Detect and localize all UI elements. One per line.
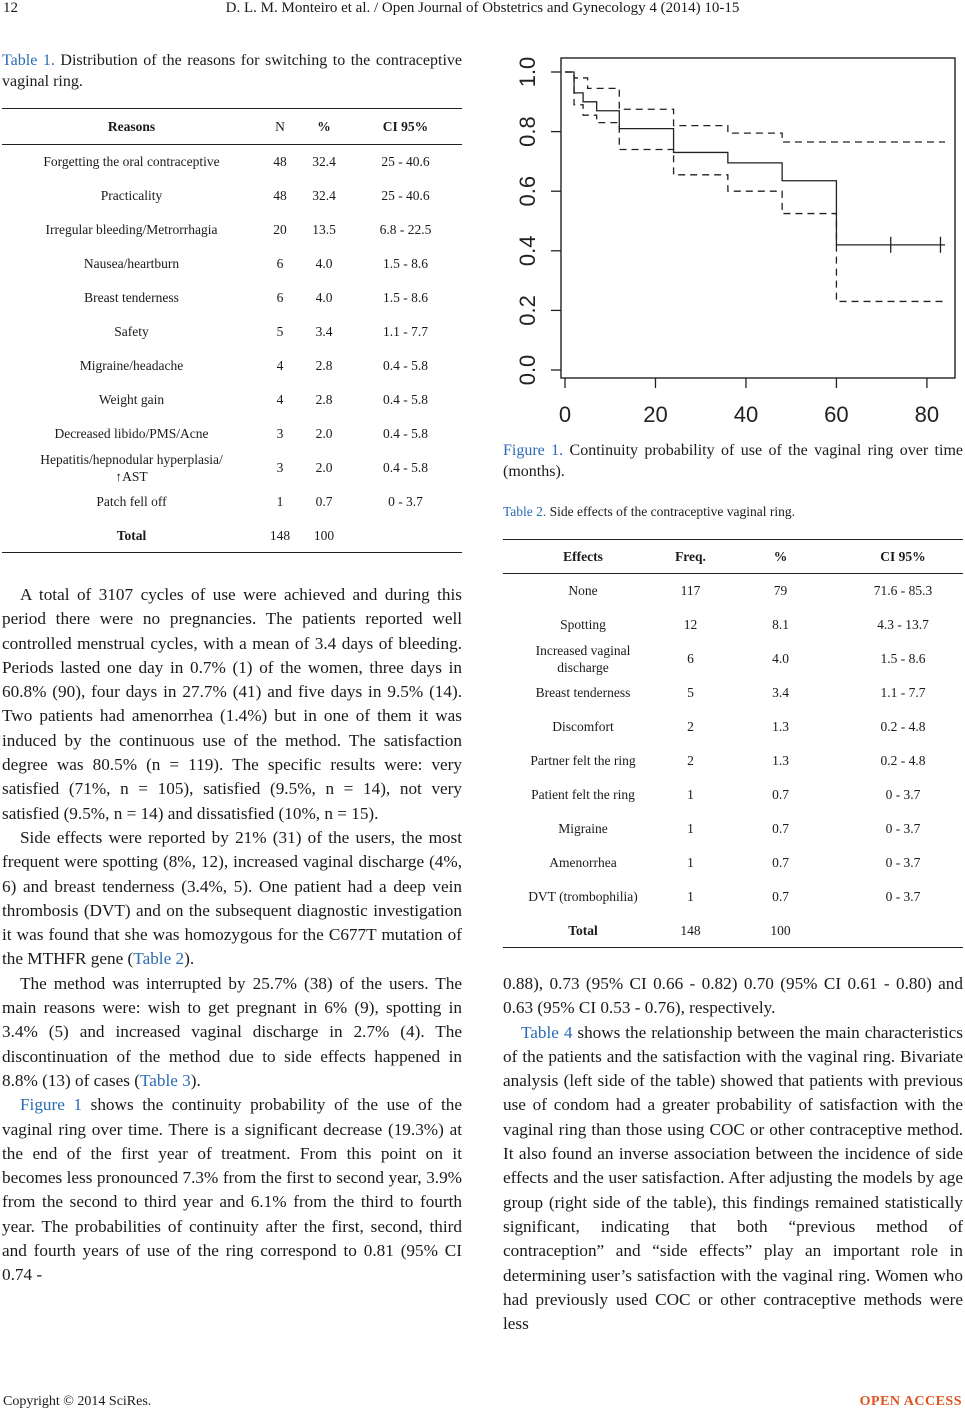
table1-total-cell: 148 (269, 527, 291, 543)
table2-cell: Amenorrhea (549, 855, 617, 870)
table1-row (2, 281, 462, 315)
y-tick-label: 0.4 (515, 235, 540, 267)
table1-cell: 25 - 40.6 (381, 154, 430, 170)
table4-reference-link[interactable]: Table 4 (521, 1022, 573, 1042)
paragraph-text: ). (184, 949, 195, 969)
table2-caption-text: Side effects of the contraceptive vaginal ring. (546, 504, 795, 519)
table2-cell: 79 (773, 583, 788, 599)
copyright: Copyright © 2014 SciRes. (3, 1394, 152, 1409)
km-chart (503, 50, 963, 435)
x-tick-label: 60 (824, 402, 849, 427)
table1-cell: 0 - 3.7 (388, 494, 423, 509)
table1-header-n: N (275, 118, 285, 134)
table2-row (503, 812, 963, 846)
table2-header-effects: Effects (563, 548, 603, 564)
table1-label[interactable]: Table 1. (2, 52, 55, 69)
table1-cell: 2.8 (315, 358, 333, 373)
paragraph (2, 972, 462, 1093)
x-tick-label: 20 (643, 402, 668, 427)
table2-header-freq: Freq. (675, 548, 706, 564)
table2-cell: 8.1 (772, 617, 789, 632)
table1-cell: 3.4 (315, 324, 333, 339)
table2-cell: 117 (680, 583, 701, 599)
table1-header-reasons: Reasons (107, 118, 156, 134)
table2-row (503, 642, 963, 676)
table2-cell: 0 - 3.7 (885, 889, 921, 904)
table1-cell: Nausea/heartburn (83, 256, 180, 271)
table1-cell: 2.0 (315, 460, 333, 475)
table1-row (2, 383, 462, 417)
table1-row (2, 349, 462, 383)
paragraph-text: shows the relationship between the main characteristics of the patients and the satisfaction with the vaginal ring. Bivariate analysis (left side of the table) showed that patients with previous use of condom had a greater probability of satisfaction with the vaginal ring than those using COC or other contraceptive method. It also found an inverse association between the incidence of side effects and the user satisfaction. After adjusting the models by age group (right side of the table), this findings remained statistically significant, indicating that both “previous method of contraception” and “side effects” play an important role in determining user’s satisfaction with the vaginal ring. Women who had previously used COC or other contraceptive methods were less (503, 1022, 963, 1334)
table2-cell: Spotting (560, 617, 606, 632)
table3-reference-link[interactable]: Table 3 (139, 1070, 191, 1090)
confidence-band-curve (565, 72, 945, 301)
table1-row (2, 485, 462, 519)
table1-caption-text: Distribution of the reasons for switching to the contraceptive vaginal ring. (2, 52, 463, 90)
table2-cell: 1 (687, 889, 694, 904)
table1-cell: 4 (276, 358, 284, 373)
table2-row (503, 880, 963, 914)
table2-cell: Patient felt the ring (531, 787, 635, 802)
paragraph: A total of 3107 cycles of use were achieved and during this period there were no pregnancies. The patients reported well controlled menstrual cycles, with a mean of 3.4 days of bleeding. Periods lasted one day in 0.7% (1) of the women, three days in 60.8% (90), four days in 27.7% (41) and five days in 9.5% (14). Two patients had amenorrhea (1.4%) but in one of them it was induced by the continuous use of the method. The satisfaction degree was 80.5% (n = 119). The specific results were: very satisfied (71%, n = 105), satisfied (9.5%, n = 14), not very satisfied (9.5%, n = 14) and dissatisfied (10%, n = 15). (2, 585, 462, 823)
table2-cell: 1.3 (772, 753, 789, 768)
table2-cell: Breast tenderness (535, 685, 631, 700)
y-tick-label: 0.0 (515, 354, 540, 386)
page-footer (0, 1394, 965, 1414)
table2-header-ci: CI 95% (880, 548, 926, 564)
table2-total-cell: 100 (770, 922, 791, 938)
table2-cell: DVT (trombophilia) (528, 889, 638, 904)
table1-cell: Practicality (100, 188, 163, 203)
table1-cell: Weight gain (98, 392, 165, 407)
table2-total-cell: Total (568, 922, 598, 938)
figure1 (503, 50, 963, 435)
table2-cell: Partner felt the ring (530, 753, 636, 768)
figure1-caption-text: Continuity probability of use of the vaginal ring over time (months). (503, 442, 963, 480)
table1-cell: 2.8 (315, 392, 333, 407)
table2-cell: 0 - 3.7 (885, 855, 921, 870)
table1-cell: 48 (273, 154, 287, 170)
page-header (0, 0, 965, 22)
table2-cell: 0.2 - 4.8 (880, 719, 926, 734)
open-access-badge[interactable]: OPEN ACCESS (859, 1394, 962, 1409)
table2-total-cell (843, 914, 963, 948)
right-column (503, 440, 963, 1336)
table2-cell: 1 (687, 821, 694, 836)
table2-cell: 0.7 (772, 787, 789, 802)
table1-cell: 3 (276, 460, 284, 475)
table1-cell: 6 (276, 256, 284, 271)
table1-cell: Forgetting the oral contraceptive (43, 154, 220, 170)
plot-frame (561, 58, 955, 378)
table2-cell: 1.3 (772, 719, 789, 734)
table1-cell: Irregular bleeding/Metrorrhagia (45, 222, 218, 237)
y-tick-label: 0.6 (515, 175, 540, 207)
table1-cell: 20 (273, 222, 287, 237)
table1-row (2, 145, 462, 179)
table2-header-percent: % (773, 548, 788, 564)
table2-row (503, 608, 963, 642)
table2-row (503, 744, 963, 778)
table1-cell: 1.1 - 7.7 (383, 324, 428, 339)
table1-cell: 4.0 (315, 290, 333, 305)
paragraph (503, 1021, 963, 1337)
running-head: D. L. M. Monteiro et al. / Open Journal of Obstetrics and Gynecology 4 (2014) 10-15 (225, 0, 740, 16)
table1-total-cell: 100 (313, 527, 335, 543)
figure1-reference-link[interactable]: Figure 1 (20, 1095, 83, 1115)
table1-cell: 13.5 (312, 222, 336, 237)
table1-cell: 4 (276, 392, 284, 407)
table1-cell: Decreased libido/PMS/Acne (54, 426, 209, 441)
table2-reference-link[interactable]: Table 2 (133, 949, 185, 969)
table1-total-cell: Total (116, 527, 147, 543)
x-tick-label: 0 (558, 402, 572, 427)
table2-body (503, 574, 963, 948)
table2-cell: 4.0 (772, 651, 789, 666)
table1-row (2, 417, 462, 451)
table2-cell: 0.2 - 4.8 (880, 753, 926, 768)
table1-cell: 6 (276, 290, 284, 305)
table2-cell: Discomfort (552, 719, 614, 734)
table1-cell: 0.7 (315, 494, 333, 509)
table2-cell: 5 (687, 685, 694, 700)
table2-cell: None (568, 583, 598, 599)
table1-total-row (2, 519, 462, 553)
table1-cell: 4.0 (315, 256, 333, 271)
table2-cell: 0.7 (772, 821, 789, 836)
table1-cell: 48 (273, 188, 287, 203)
figure1-caption (503, 440, 963, 482)
table1-cell: 1.5 - 8.6 (383, 290, 428, 305)
y-tick-label: 0.2 (515, 295, 540, 326)
table2-header-row (503, 540, 963, 574)
paragraph-text: ). (190, 1070, 201, 1090)
table2-cell: 1 (687, 855, 694, 870)
table1-body (2, 145, 462, 553)
table2-cell: 2 (687, 753, 694, 768)
table2-row (503, 846, 963, 880)
table2-caption (503, 503, 963, 521)
table2-cell: 2 (687, 719, 694, 734)
table1-cell: 1 (276, 494, 284, 509)
table2-cell: 3.4 (772, 685, 789, 700)
table2-cell: 1.5 - 8.6 (880, 651, 926, 666)
table1-header-row (2, 109, 462, 145)
table1-row (2, 247, 462, 281)
table1-cell: 0.4 - 5.8 (383, 392, 428, 407)
page-number: 12 (3, 0, 18, 16)
table1-cell: Migraine/headache (79, 358, 184, 373)
table1-row (2, 315, 462, 349)
paragraph-text: shows the continuity probability of the use of the vaginal ring over time. There is a significant decrease (19.3%) at the end of the first year of treatment. From this point on it becomes less pronounced 7.3% from the first to second year, 3.9% from the second to third year and 6.1% from the third to fourth year. The probabilities of continuity after the first, second, third and fourth years of use of the ring correspond to 0.81 (95% CI 0.74 - (2, 1095, 463, 1285)
right-body-text (503, 972, 963, 1336)
table1-header-ci: CI 95% (382, 118, 429, 134)
left-body-text (2, 583, 462, 1288)
table1-total-cell (349, 519, 462, 553)
survival-curve (565, 72, 945, 245)
table2-total-row (503, 914, 963, 948)
table2-cell: 0.7 (772, 889, 789, 904)
table1-caption (2, 50, 462, 92)
y-tick-label: 0.8 (515, 116, 540, 147)
table1-cell: Patch fell off (96, 494, 167, 509)
table2-cell: 0 - 3.7 (885, 821, 921, 836)
table2-cell: Increased vaginal discharge (535, 642, 631, 675)
table1-row (2, 179, 462, 213)
table1-cell: 5 (276, 324, 284, 339)
table2-cell: 12 (683, 617, 698, 632)
table1-cell: 0.4 - 5.8 (383, 358, 428, 373)
table1-cell: 25 - 40.6 (381, 188, 430, 203)
figure1-label[interactable]: Figure 1. (503, 442, 564, 459)
table2 (503, 539, 963, 948)
paragraph: 0.88), 0.73 (95% CI 0.66 - 0.82) 0.70 (95% CI 0.61 - 0.80) and 0.63 (95% CI 0.53 - 0.76), respectively. (503, 974, 963, 1018)
table2-row (503, 676, 963, 710)
table1-cell: 32.4 (312, 154, 336, 170)
paragraph-text: The method was interrupted by 25.7% (38) of the users. The main reasons were: wish to get pregnant in 6% (9), spotting in 3.4% (5) and increased vaginal discharge in 2.7% (4). The discontinuation of the method due to side effects happened in 8.8% (13) of cases ( (2, 973, 462, 1090)
x-tick-label: 80 (914, 402, 940, 427)
left-column (2, 50, 462, 1288)
table1-cell: Breast tenderness (84, 290, 179, 305)
table1-cell: 3 (276, 426, 284, 441)
table2-cell: Migraine (558, 821, 608, 836)
table1-cell: 0.4 - 5.8 (383, 426, 428, 441)
table1-row (2, 213, 462, 247)
table1-cell: 32.4 (312, 188, 336, 203)
table2-cell: 1.1 - 7.7 (880, 685, 926, 700)
table1-row (2, 451, 462, 485)
table2-cell: 1 (687, 787, 694, 802)
table2-cell: 6 (687, 651, 694, 666)
table1-header-percent: % (317, 118, 331, 134)
table1-cell: 2.0 (315, 426, 333, 441)
paragraph (2, 826, 462, 972)
table2-label[interactable]: Table 2. (503, 504, 547, 519)
table2-cell: 0 - 3.7 (885, 787, 921, 802)
table1-cell: 6.8 - 22.5 (379, 222, 432, 237)
table1 (2, 108, 462, 553)
table2-cell: 0.7 (772, 855, 789, 870)
table2-total-cell: 148 (680, 922, 701, 938)
table2-cell: 4.3 - 13.7 (877, 617, 929, 632)
table1-cell: Safety (114, 324, 149, 339)
table2-row (503, 778, 963, 812)
x-tick-label: 40 (733, 402, 759, 427)
paragraph (2, 1093, 462, 1287)
table1-cell: 1.5 - 8.6 (383, 256, 428, 271)
y-tick-label: 1.0 (515, 56, 540, 88)
table2-row (503, 574, 963, 608)
paragraph-text: Side effects were reported by 21% (31) of the users, the most frequent were spotting (8%, 12), increased vaginal discharge (4%, 6) and breast tenderness (3.4%, 5). One patient had a deep vein thrombosis (DVT) and on the subsequent diagnostic investigation it was found that she was homozygous for the C677T mutation of the MTHFR gene ( (2, 827, 462, 969)
confidence-band-curve (565, 72, 945, 142)
table1-cell: 0.4 - 5.8 (383, 460, 428, 475)
table2-cell: 71.6 - 85.3 (873, 583, 933, 599)
table2-row (503, 710, 963, 744)
table1-cell: Hepatitis/hepnodular hyperplasia/↑AST (40, 451, 223, 484)
